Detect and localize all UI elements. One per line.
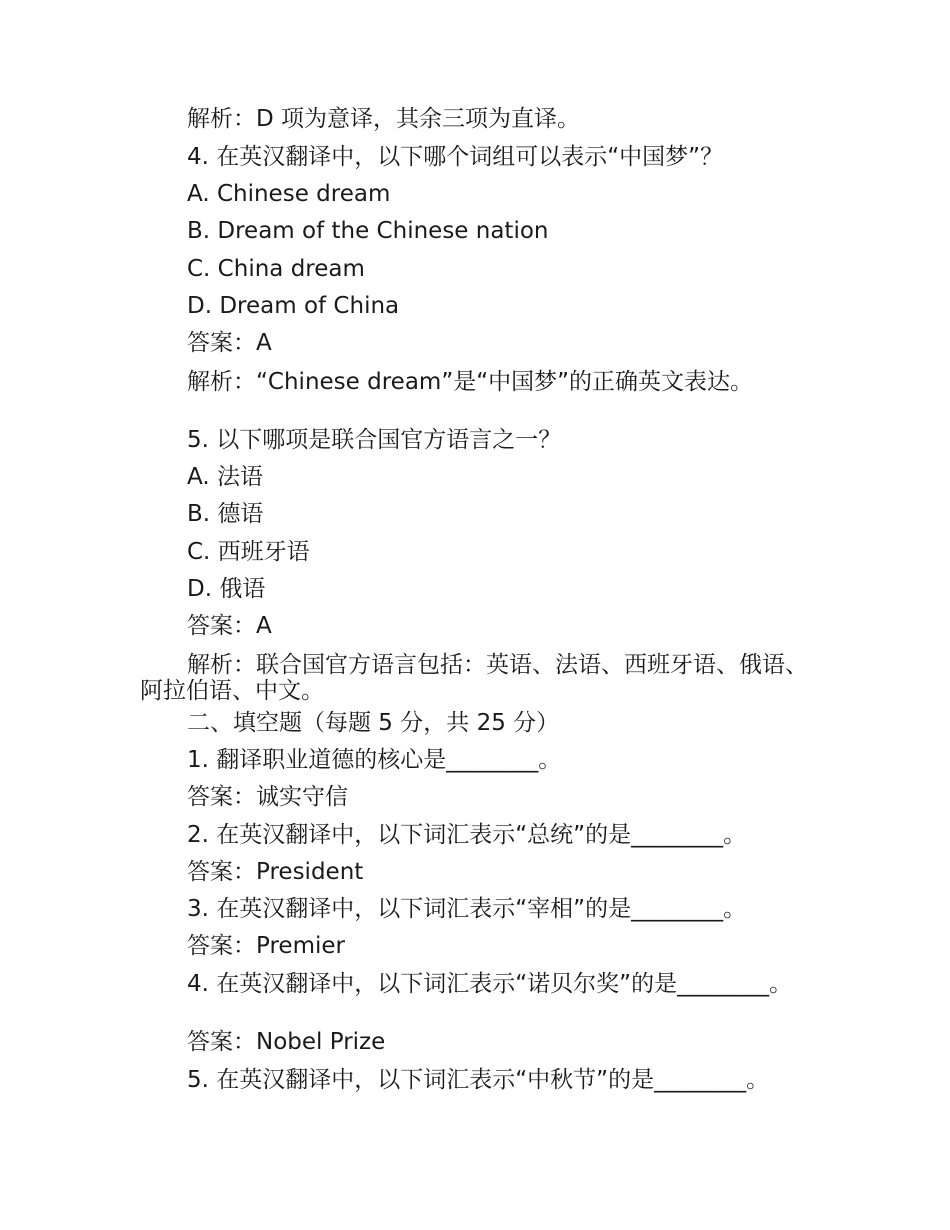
fill-answer-1: 答案：诚实守信 (187, 784, 348, 810)
analysis-q3: 解析：D 项为意译，其余三项为直译。 (187, 106, 581, 132)
q5-answer: 答案：A (187, 613, 272, 639)
q4-option-d: D. Dream of China (187, 293, 400, 319)
fill-question-2: 2. 在英汉翻译中，以下词汇表示“总统”的是________。 (187, 822, 747, 848)
fill-question-3: 3. 在英汉翻译中，以下词汇表示“宰相”的是________。 (187, 896, 747, 922)
q5-analysis: 解析：联合国官方语言包括：英语、法语、西班牙语、俄语、阿拉伯语、中文。 (140, 652, 808, 704)
q4-option-c: C. China dream (187, 256, 365, 282)
q4-option-a: A. Chinese dream (187, 181, 391, 207)
q5-option-b: B. 德语 (187, 501, 264, 527)
section-fill-in-title: 二、填空题（每题 5 分，共 25 分） (187, 710, 560, 736)
question-5: 5. 以下哪项是联合国官方语言之一？ (187, 427, 562, 453)
fill-question-4: 4. 在英汉翻译中，以下词汇表示“诺贝尔奖”的是________。 (187, 971, 793, 997)
q5-option-a: A. 法语 (187, 464, 263, 490)
fill-question-5: 5. 在英汉翻译中，以下词汇表示“中秋节”的是________。 (187, 1067, 770, 1093)
q5-option-c: C. 西班牙语 (187, 539, 310, 565)
fill-question-1: 1. 翻译职业道德的核心是________。 (187, 747, 562, 773)
q5-option-d: D. 俄语 (187, 576, 266, 602)
fill-answer-3: 答案：Premier (187, 933, 345, 959)
q4-answer: 答案：A (187, 330, 272, 356)
question-4: 4. 在英汉翻译中，以下哪个词组可以表示“中国梦”？ (187, 144, 724, 170)
q4-option-b: B. Dream of the Chinese nation (187, 218, 549, 244)
fill-answer-4: 答案：Nobel Prize (187, 1029, 386, 1055)
fill-answer-2: 答案：President (187, 859, 364, 885)
q4-analysis: 解析：“Chinese dream”是“中国梦”的正确英文表达。 (187, 369, 754, 395)
